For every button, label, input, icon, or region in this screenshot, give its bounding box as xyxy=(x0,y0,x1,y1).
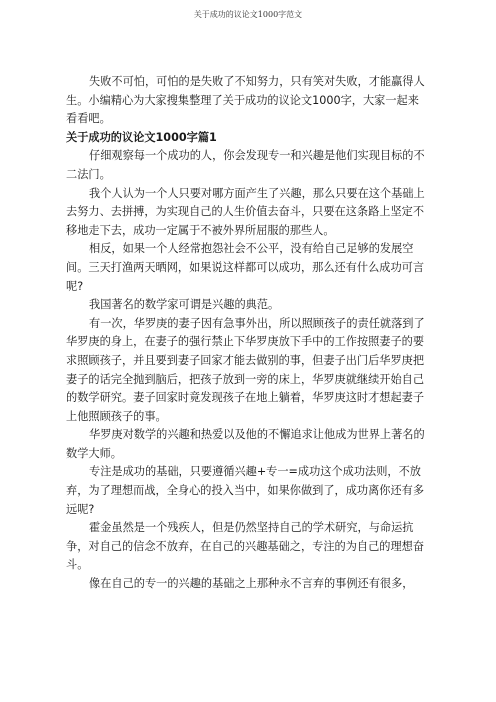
body-paragraph: 相反，如果一个人经常抱怨社会不公平，没有给自己足够的发展空间。三天打渔两天晒网，如果说这样都可以成功，那么还有什么成功可言呢? xyxy=(66,242,425,293)
intro-paragraph: 失败不可怕，可怕的是失败了不知努力，只有笑对失败，才能赢得人生。小编精心为大家搜集整理了关于成功的议论文1000字，大家一起来看看吧。 xyxy=(66,75,425,126)
body-paragraph: 仔细观察每一个成功的人，你会发现专一和兴趣是他们实现目标的不二法门。 xyxy=(66,149,425,181)
page-header-title: 关于成功的议论文1000字范文 xyxy=(193,10,303,19)
body-paragraph: 像在自己的专一的兴趣的基础之上那种永不言弃的事例还有很多， xyxy=(89,577,414,591)
body-paragraph: 霍金虽然是一个残疾人，但是仍然坚持自己的学术研究，与命运抗争，对自己的信念不放弃，在自己的兴趣基础之，专注的为自己的理想奋斗。 xyxy=(66,521,425,572)
body-paragraph: 我个人认为一个人只要对哪方面产生了兴趣，那么只要在这个基础上去努力、去拼搏，为实现自己的人生价值去奋斗，只要在这条路上坚定不移地走下去，成功一定属于不被外界所屈服的那些人。 xyxy=(66,186,425,237)
body-paragraph: 专注是成功的基础，只要遵循兴趣+专一=成功这个成功法则，不放弃，为了理想而战，全身心的投入当中，如果你做到了，成功离你还有多远呢? xyxy=(66,465,425,516)
body-paragraph: 我国著名的数学家可谓是兴趣的典范。 xyxy=(89,298,280,312)
section-heading: 关于成功的议论文1000字篇1 xyxy=(66,130,217,144)
body-paragraph: 有一次，华罗庚的妻子因有急事外出，所以照顾孩子的责任就落到了华罗庚的身上，在妻子的强行禁止下华罗庚放下手中的工作按照妻子的要求照顾孩子，并且要到妻子回家才能去做别的事，但妻子出门后华罗庚把妻子的话完全抛到脑后，把孩子放到一旁的床上，华罗庚就继续开始自己的数学研究。妻子回家时竟发现孩子在地上躺着，华罗庚这时才想起妻子上他照顾孩子的事。 xyxy=(66,316,425,423)
document-body xyxy=(66,73,428,594)
body-paragraph: 华罗庚对数学的兴趣和热爱以及他的不懈追求让他成为世界上著名的数学大师。 xyxy=(66,428,425,460)
